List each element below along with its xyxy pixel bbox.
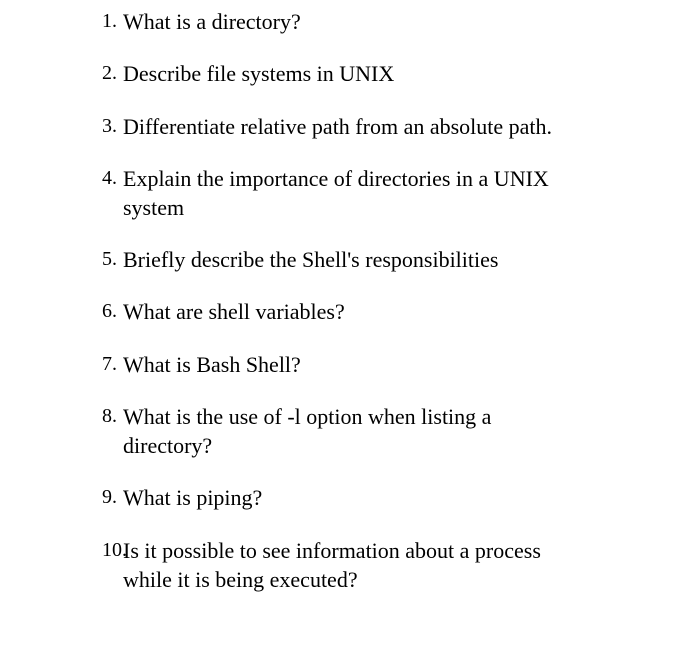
question-number: 6. <box>102 300 117 322</box>
question-line: while it is being executed? <box>123 567 358 592</box>
question-number: 7. <box>102 353 117 375</box>
question-number: 5. <box>102 248 117 270</box>
question-number: 1. <box>102 10 117 32</box>
question-item <box>102 245 602 274</box>
question-item <box>102 7 602 36</box>
question-line: Explain the importance of directories in a UNIX <box>123 166 549 191</box>
question-number: 9. <box>102 486 117 508</box>
question-item <box>102 402 602 460</box>
question-text <box>102 350 602 379</box>
question-line: Is it possible to see information about a process <box>123 538 541 563</box>
question-text <box>102 7 602 36</box>
question-text <box>102 245 602 274</box>
question-text <box>102 297 602 326</box>
question-text <box>102 536 602 594</box>
question-line: What are shell variables? <box>123 299 345 324</box>
question-line: What is the use of -l option when listing a <box>123 404 492 429</box>
question-text <box>102 112 602 141</box>
question-number: 2. <box>102 62 117 84</box>
question-number: 10. <box>102 539 127 561</box>
question-line: Briefly describe the Shell's responsibilities <box>123 247 499 272</box>
question-text <box>102 402 602 460</box>
question-line: directory? <box>123 433 213 458</box>
question-line: system <box>123 195 185 220</box>
question-item <box>102 112 602 141</box>
question-number: 8. <box>102 405 117 427</box>
question-line: Differentiate relative path from an absolute path. <box>123 114 553 139</box>
question-item <box>102 297 602 326</box>
question-text <box>102 164 602 222</box>
question-number: 3. <box>102 115 117 137</box>
question-line: What is a directory? <box>123 9 301 34</box>
question-line: Describe file systems in UNIX <box>123 61 395 86</box>
question-line: What is piping? <box>123 485 263 510</box>
question-item <box>102 350 602 379</box>
question-item <box>102 536 602 594</box>
question-number: 4. <box>102 167 117 189</box>
question-line: What is Bash Shell? <box>123 352 301 377</box>
question-item <box>102 59 602 88</box>
question-text <box>102 483 602 512</box>
question-item <box>102 164 602 222</box>
question-item <box>102 483 602 512</box>
question-text <box>102 59 602 88</box>
